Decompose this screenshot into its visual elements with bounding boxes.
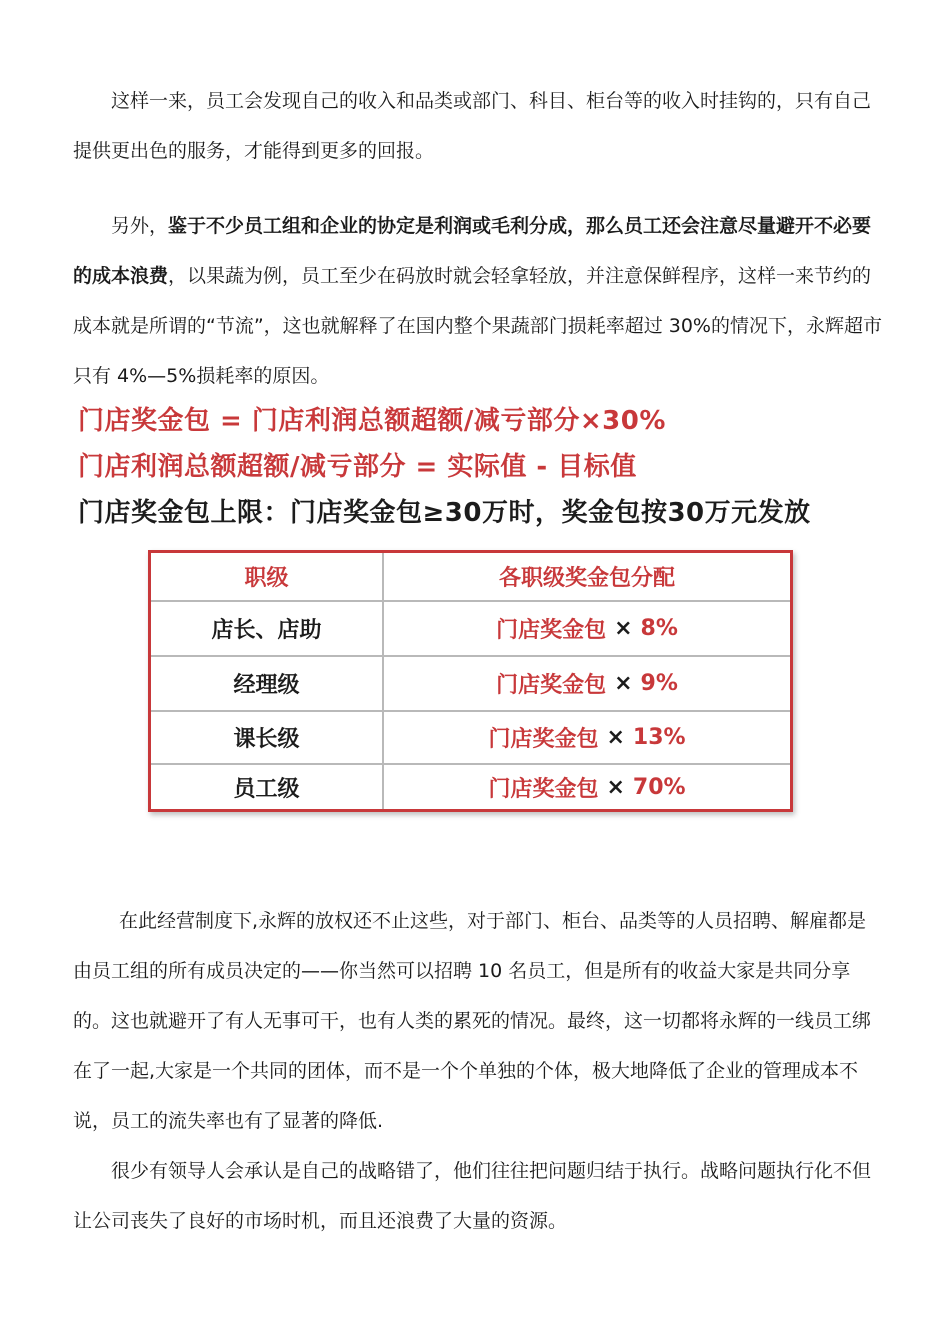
table-header-allocation: 各职级奖金包分配 [498,566,675,591]
allocation-operator: × [614,671,633,696]
paragraph-4-text: 这也就避开了有人无事可干，也有人类的累死的情况。最终，这一切都将永辉的一线员工绑在了一起,大家是一个共同的团体，而不是一个个单独的个体，极大地降低了企业的管理成本不说，员工的流失率也有了显著的降低. [73,1010,872,1132]
allocation-operator: × [606,774,625,800]
table-row [151,655,790,710]
paragraph-2 [73,201,883,401]
bonus-figure [72,396,817,826]
table-row [151,710,790,763]
table-cell-level: 店长、店助 [151,602,384,655]
table-header-level: 职级 [151,553,384,600]
paragraph-3-text: 在此经营制度下,永辉的放权还不止这些，对于部门、柜台、品类等的人员招聘、解雇都是由员工组的所有成员决定的——你当然可以招聘 10 名员工，但是所有的收益大家是共同分享的。 [73,910,867,1032]
paragraph-1-text: 这样一来，员工会发现自己的收入和品类或部门、科目、柜台等的收入时挂钩的，只有自己提供更出色的服务，才能得到更多的回报。 [73,90,872,162]
table-cell-allocation [384,765,790,809]
bonus-allocation-table [148,550,793,812]
allocation-base: 门店奖金包 [496,618,607,643]
paragraph-2-lead: 另外， [111,215,169,237]
table-cell-level: 课长级 [151,712,384,763]
allocation-percent: 9% [640,671,678,696]
allocation-base: 门店奖金包 [488,727,599,752]
allocation-operator: × [606,725,625,750]
paragraph-2-bold: 鉴于不少员工组和企业的协定是利润或毛利分成，那么员工还会注意尽量避开不必要的成本浪费 [73,215,872,287]
allocation-operator: × [614,616,633,641]
paragraph-4 [73,996,883,1146]
table-header-row [151,553,790,600]
formula-bonus-pool: 门店奖金包 = 门店利润总额超额/减亏部分×30% [78,406,666,436]
allocation-base: 门店奖金包 [488,776,599,802]
paragraph-2-rest: ，以果蔬为例，员工至少在码放时就会轻拿轻放，并注意保鲜程序，这样一来节约的成本就是所谓的“节流”，这也就解释了在国内整个果蔬部门损耗率超过 30%的情况下，永辉超市只有 4%—5%损耗率的原因。 [73,265,882,387]
paragraph-1 [73,76,883,176]
allocation-base: 门店奖金包 [496,673,607,698]
table-cell-allocation [384,657,790,710]
table-cell-allocation [384,712,790,763]
formula-profit-excess: 门店利润总额超额/减亏部分 = 实际值 - 目标值 [78,452,637,482]
paragraph-5 [73,1146,883,1246]
allocation-percent: 70% [632,774,686,800]
allocation-percent: 8% [640,616,678,641]
table-cell-allocation [384,602,790,655]
table-row [151,600,790,655]
table-row [151,763,790,809]
table-cell-level: 经理级 [151,657,384,710]
allocation-percent: 13% [632,725,686,750]
table-cell-level: 员工级 [151,765,384,809]
paragraph-5-text: 很少有领导人会承认是自己的战略错了，他们往往把问题归结于执行。战略问题执行化不但让公司丧失了良好的市场时机，而且还浪费了大量的资源。 [73,1160,872,1232]
formula-bonus-cap: 门店奖金包上限：门店奖金包≥30万时，奖金包按30万元发放 [78,498,811,528]
